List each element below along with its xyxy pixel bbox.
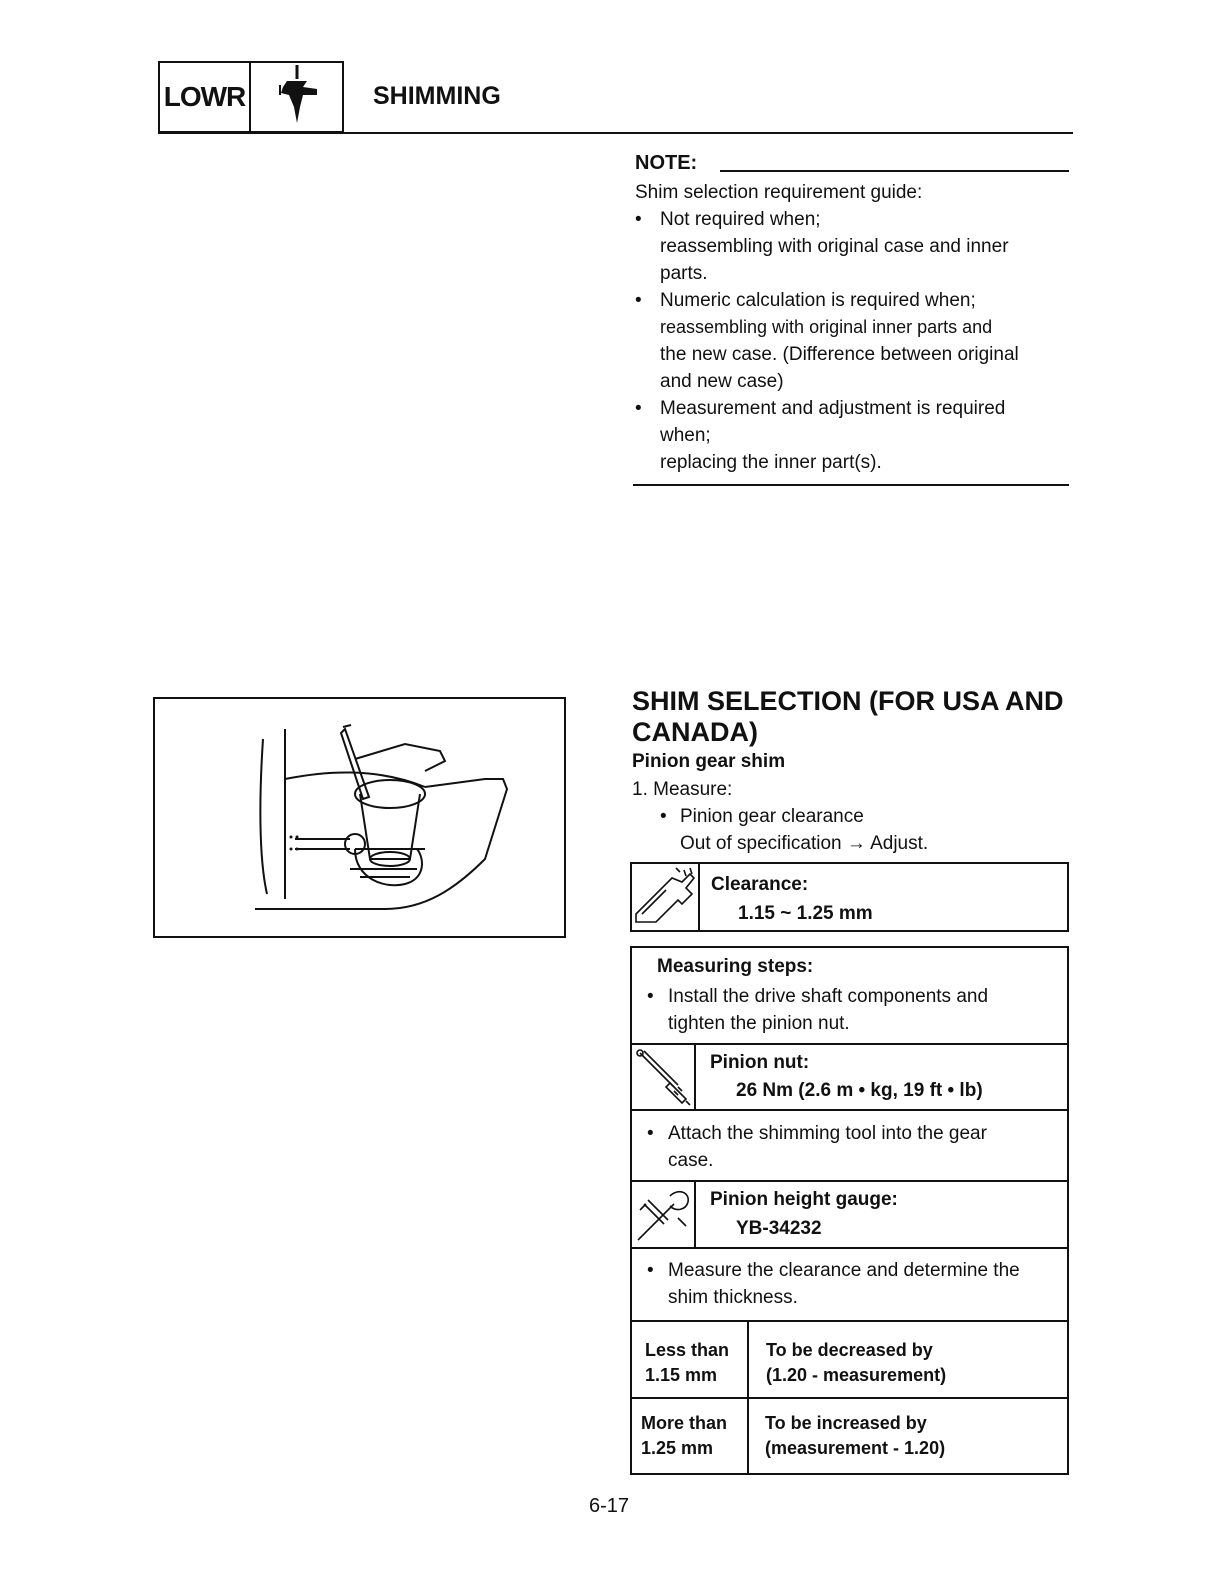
clearance-spec-box <box>630 862 1069 932</box>
note-label: NOTE: <box>635 152 698 174</box>
bullet-dot: • <box>647 986 654 1007</box>
measuring-step-text: tighten the pinion nut. <box>668 1013 850 1034</box>
clearance-value: 1.15 ~ 1.25 mm <box>738 903 873 924</box>
pinion-nut-value: 26 Nm (2.6 m • kg, 19 ft • lb) <box>736 1080 983 1101</box>
note-item-line: parts. <box>660 263 708 284</box>
note-item-title: Measurement and adjustment is required <box>660 398 1006 419</box>
note-item-line: and new case) <box>660 371 784 392</box>
measuring-step-text: Attach the shimming tool into the gear <box>668 1123 987 1144</box>
step-label: 1. Measure: <box>632 779 733 800</box>
measuring-step-text: Measure the clearance and determine the <box>668 1260 1020 1281</box>
out-of-spec-text: Out of specification → Adjust. <box>680 833 929 854</box>
bullet-dot: • <box>660 806 667 827</box>
table-cell-line: 1.25 mm <box>641 1438 714 1458</box>
bullet-dot: • <box>647 1260 654 1281</box>
note-intro: Shim selection requirement guide: <box>635 182 923 203</box>
note-item-line: reassembling with original case and inner <box>660 236 1009 257</box>
table-cell-line: (measurement - 1.20) <box>765 1438 946 1458</box>
bullet-dot: • <box>647 1123 654 1144</box>
table-action <box>766 1338 946 1388</box>
measuring-step-text: Install the drive shaft components and <box>668 986 989 1007</box>
section-heading-line: CANADA) <box>632 717 758 747</box>
page-number: 6-17 <box>589 1495 630 1517</box>
measuring-step-text: case. <box>668 1150 714 1171</box>
pinion-nut-label: Pinion nut: <box>710 1052 810 1073</box>
section-heading <box>632 686 1072 748</box>
section-header-box <box>158 61 344 133</box>
table-cell-line: To be increased by <box>765 1413 927 1433</box>
note-item-title: Not required when; <box>660 209 821 230</box>
special-tool-icon <box>634 1184 692 1244</box>
section-heading-line: SHIM SELECTION (FOR USA AND <box>632 686 1064 716</box>
clearance-label: Clearance: <box>711 874 809 895</box>
note-bullet-dot: • <box>635 398 642 419</box>
table-action <box>765 1411 945 1461</box>
note-item-line: when; <box>660 425 711 446</box>
gauge-label: Pinion height gauge: <box>710 1189 898 1210</box>
note-top-rule <box>720 170 1069 172</box>
note-item-line: reassembling with original inner parts and <box>660 317 993 337</box>
frame-divider <box>630 1109 1069 1111</box>
table-condition <box>645 1338 729 1388</box>
header-divider <box>158 132 1073 134</box>
table-rule <box>630 1320 1069 1322</box>
measuring-step-text: shim thickness. <box>668 1287 798 1308</box>
pinion-gear-measurement-illustration <box>153 697 566 938</box>
table-condition <box>641 1411 727 1461</box>
frame-divider <box>694 1043 696 1111</box>
table-cell-line: 1.15 mm <box>645 1365 718 1385</box>
caliper-icon <box>632 864 700 930</box>
note-item-title: Numeric calculation is required when; <box>660 290 976 311</box>
frame-divider <box>694 1180 696 1248</box>
table-cell-line: Less than <box>645 1340 730 1360</box>
note-bullet-dot: • <box>635 290 642 311</box>
subsection-title: Pinion gear shim <box>632 751 786 772</box>
note-item-line: replacing the inner part(s). <box>660 452 882 473</box>
frame-divider <box>630 1247 1069 1249</box>
note-bottom-rule <box>633 484 1069 486</box>
note-bullet-dot: • <box>635 209 642 230</box>
page-title: SHIMMING <box>373 82 501 110</box>
table-cell-line: More than <box>641 1413 728 1433</box>
table-cell-line: (1.20 - measurement) <box>766 1365 947 1385</box>
table-cell-line: To be decreased by <box>766 1340 933 1360</box>
note-item-line: the new case. (Difference between original <box>660 344 1019 365</box>
table-rule <box>630 1397 1069 1399</box>
step-bullet: Pinion gear clearance <box>680 806 864 827</box>
torque-wrench-icon <box>634 1047 692 1107</box>
gauge-value: YB-34232 <box>736 1218 822 1239</box>
lower-unit-icon <box>253 63 342 131</box>
measuring-steps-title: Measuring steps: <box>657 956 814 977</box>
section-code: LOWR <box>160 63 251 131</box>
